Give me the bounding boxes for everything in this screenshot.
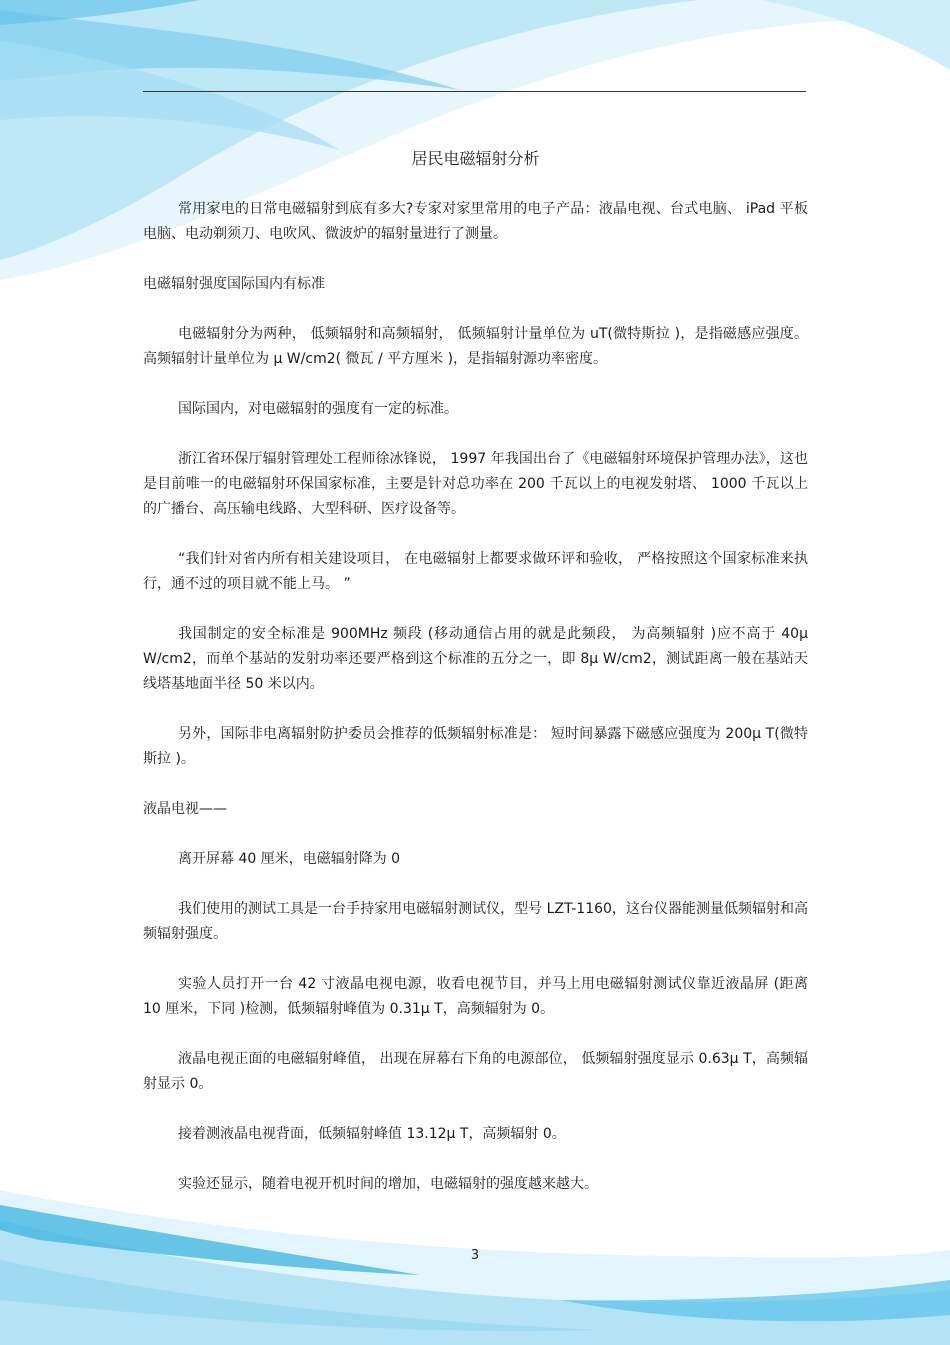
paragraph: 另外，国际非电离辐射防护委员会推荐的低频辐射标准是： 短时间暴露下磁感应强度为 200μ T(微特斯拉 )。 (143, 726, 808, 767)
section-heading: 电磁辐射强度国际国内有标准 (143, 276, 325, 292)
document-body (143, 146, 808, 1222)
paragraph: 电磁辐射分为两种， 低频辐射和高频辐射， 低频辐射计量单位为 uT(微特斯拉 )，是指磁感应强度。高频辐射计量单位为 μ W/cm2( 微瓦 / 平方厘米 )，是指辐射源功率密度。 (143, 326, 808, 367)
paragraph: 常用家电的日常电磁辐射到底有多大?专家对家里常用的电子产品：液晶电视、台式电脑、 iPad 平板电脑、电动剃须刀、电吹风、微波炉的辐射量进行了测量。 (143, 201, 808, 242)
paragraph: 实验还显示，随着电视开机时间的增加，电磁辐射的强度越来越大。 (178, 1176, 598, 1192)
paragraph: 液晶电视正面的电磁辐射峰值， 出现在屏幕右下角的电源部位， 低频辐射强度显示 0.63μ T，高频辐射显示 0。 (143, 1051, 808, 1092)
paragraph: 实验人员打开一台 42 寸液晶电视电源，收看电视节目，并马上用电磁辐射测试仪靠近液晶屏 (距离 10 厘米，下同 )检测，低频辐射峰值为 0.31μ T，高频辐射为 0。 (143, 976, 808, 1017)
header-rule (143, 91, 806, 92)
document-title: 居民电磁辐射分析 (411, 149, 540, 168)
section-heading: 液晶电视—— (143, 801, 227, 817)
paragraph: 我国制定的安全标准是 900MHz 频段 (移动通信占用的就是此频段， 为高频辐射 )应不高于 40μ W/cm2，而单个基站的发射功率还要严格到这个标准的五分之一，即 8μ W/cm2，测试距离一般在基站天线塔基地面半径 50 米以内。 (143, 626, 808, 692)
page-number: 3 (470, 1248, 480, 1263)
sub-heading: 离开屏幕 40 厘米，电磁辐射降为 0 (178, 851, 401, 867)
paragraph: 接着测液晶电视背面，低频辐射峰值 13.12μ T，高频辐射 0。 (178, 1126, 566, 1142)
paragraph: 我们使用的测试工具是一台手持家用电磁辐射测试仪，型号 LZT-1160，这台仪器能测量低频辐射和高频辐射强度。 (143, 901, 808, 942)
paragraph: 国际国内，对电磁辐射的强度有一定的标准。 (178, 401, 458, 417)
paragraph: 浙江省环保厅辐射管理处工程师徐冰锋说， 1997 年我国出台了《电磁辐射环境保护管理办法》，这也是目前唯一的电磁辐射环保国家标准，主要是针对总功率在 200 千瓦以上的电视发射塔、 1000 千瓦以上的广播台、高压输电线路、大型科研、医疗设备等。 (143, 451, 808, 517)
quote-paragraph: “我们针对省内所有相关建设项目， 在电磁辐射上都要求做环评和验收， 严格按照这个国家标准来执行，通不过的项目就不能上马。 ” (143, 551, 808, 592)
